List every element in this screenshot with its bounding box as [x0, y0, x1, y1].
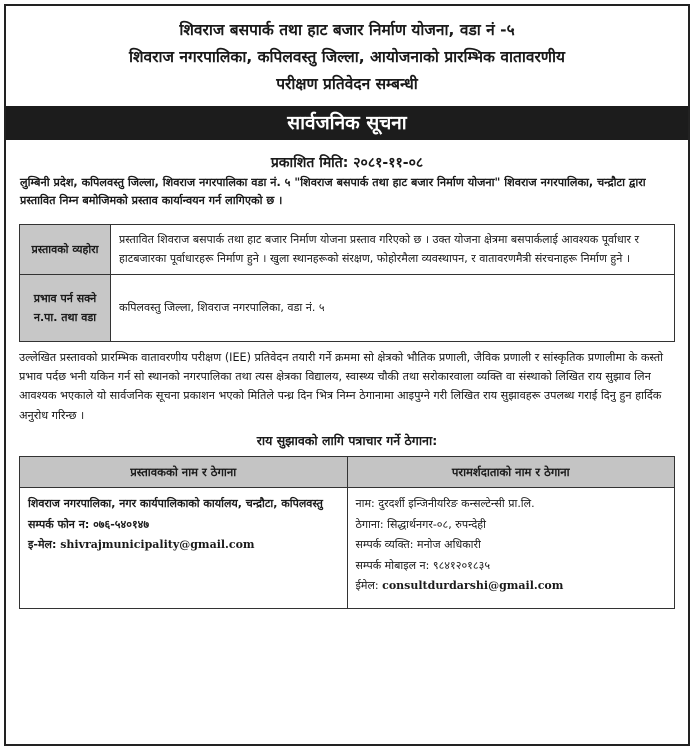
proposer-name: शिवराज नगरपालिका, नगर कार्यपालिकाको कार्यालय, चन्द्रौटा, कपिलवस्तु	[28, 497, 323, 510]
proposer-phone: सम्पर्क फोन न: ०७६-५४०१४७	[28, 517, 150, 531]
table-row	[20, 225, 675, 275]
notice-header	[6, 6, 688, 106]
table-header-row	[20, 457, 675, 488]
intro-text: लुम्बिनी प्रदेश, कपिलवस्तु जिल्ला, शिवराज नगरपालिका वडा नं. ५ "शिवराज बसपार्क तथा हाट बजार निर्माण योजना" शिवराज नगरपालिका, चन्द्रौटा द्वारा प्रस्तावित निम्न बमोजिमको प्रस्ताव कार्यान्वयन गर्न लागिएको छ ।	[20, 176, 646, 207]
consultant-header: परामर्शदाताको नाम र ठेगाना	[347, 457, 675, 488]
consultant-name: नाम: दुरदर्शी इन्जिनीयरिङ कन्सल्टेन्सी प्रा.लि.	[355, 497, 535, 510]
consultant-email[interactable]: consultdurdarshi@gmail.com	[382, 579, 564, 592]
body-paragraph: उल्लेखित प्रस्तावको प्रारम्भिक वातावरणीय परीक्षण (IEE) प्रतिवेदन तयारी गर्ने क्रममा सो क्षेत्रको भौतिक प्रणाली, जैविक प्रणाली र सांस्कृतिक प्रणालीमा के कस्तो प्रभाव पर्दछ भनी यकिन गर्न सो स्थानको नगरपालिका तथा त्यस क्षेत्रका विद्यालय, स्वास्थ्य चौकी तथा सरोकारवाला व्यक्ति वा संस्थाको लिखित राय सुझाव लिन आवश्यक भएकाले यो सार्वजनिक सूचना प्रकाशन भएको मितिले पन्ध्र दिन भित्र निम्न ठेगानामा आइपुग्ने गरी लिखित राय सुझावहरू उपलब्ध गराई दिनु हुन हार्दिक अनुरोध गरिन्छ ।	[19, 351, 664, 422]
consultant-address: ठेगाना: सिद्धार्थनगर-०८, रुपन्देही	[355, 517, 486, 531]
proposer-email[interactable]: shivrajmunicipality@gmail.com	[60, 538, 255, 551]
publish-date: प्रकाशित मिति: २०८१-११-०८	[270, 155, 424, 171]
address-heading: राय सुझावको लागि पत्राचार गर्ने ठेगाना:	[256, 433, 438, 448]
table-row	[20, 275, 675, 342]
proposal-description-label: प्रस्तावको व्यहोरा	[20, 225, 111, 275]
consultant-address-cell	[347, 488, 675, 609]
consultant-mobile: सम्पर्क मोबाइल न: ९८४१२०१८३५	[355, 558, 491, 572]
header-line-3: परीक्षण प्रतिवेदन सम्बन्धी	[276, 75, 418, 93]
proposal-description-value: प्रस्तावित शिवराज बसपार्क तथा हाट बजार निर्माण योजना प्रस्ताव गरिएको छ । उक्त योजना क्षेत्रमा बसपार्कलाई आवश्यक पूर्वाधार र हाटबजारका पूर्वाधारहरू निर्माण हुने । खुला स्थानहरूको संरक्षण, फोहोरमैला व्यवस्थापन, र वातावरणमैत्री संरचनाहरू निर्माण हुने ।	[111, 225, 675, 275]
public-notice-title: सार्वजनिक सूचना	[6, 106, 688, 140]
proposer-address-cell	[20, 488, 348, 609]
consultant-email-line	[356, 576, 667, 597]
affected-area-value: कपिलवस्तु जिल्ला, शिवराज नगरपालिका, वडा नं. ५	[111, 275, 675, 342]
header-line-2: शिवराज नगरपालिका, कपिलवस्तु जिल्ला, आयोजनाको प्रारम्भिक वातावरणीय	[128, 48, 566, 66]
proposal-info-table	[19, 224, 675, 342]
notice-frame	[4, 4, 690, 746]
table-row	[20, 488, 675, 609]
proposer-email-label: इ-मेल:	[28, 538, 61, 551]
proposer-header: प्रस्तावकको नाम र ठेगाना	[20, 457, 348, 488]
header-line-1: शिवराज बसपार्क तथा हाट बजार निर्माण योजना, वडा नं -५	[179, 21, 515, 39]
address-table	[19, 456, 675, 609]
consultant-email-label: ईमेल:	[355, 579, 383, 592]
proposer-email-line	[28, 535, 339, 556]
affected-area-label: प्रभाव पर्न सक्ने न.पा. तथा वडा	[20, 275, 111, 342]
consultant-contact-person: सम्पर्क व्यक्ति: मनोज अधिकारी	[355, 538, 481, 551]
